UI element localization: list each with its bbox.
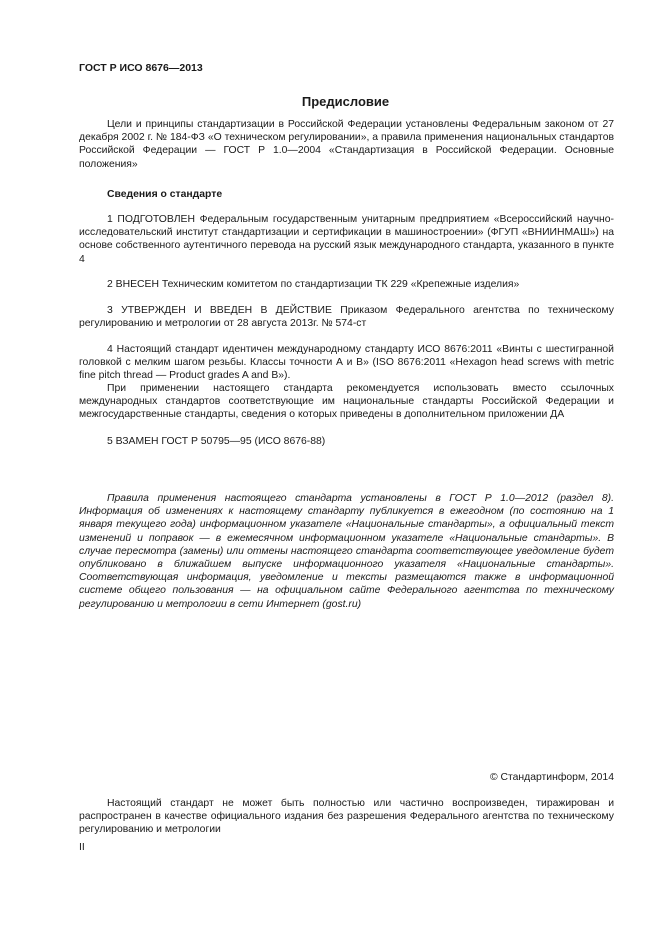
notice-paragraph <box>79 492 614 611</box>
notice-text: Правила применения настоящего стандарта установлены в ГОСТ Р 1.0—2012 (раздел 8). Информация об изменениях к настоящему стандарту публикуется в ежегодном (по состоянию на 1 января текущего года) информационном указателе «Национальные стандарты», а официальный текст изменений и поправок — в ежемесячном информационном указателе «Национальные стандарты». В случае пересмотра (замены) или отмены настоящего стандарта соответствующее уведомление будет опубликовано в ближайшем выпуске информационного указателя «Национальные стандарты». Соответствующая информация, уведомление и тексты размещаются также в информационной системе общего пользования — на официальном сайте Федерального агентства по техническому регулированию и метрологии в сети Интернет (gost.ru) <box>79 493 614 610</box>
item-5-text: 5 ВЗАМЕН ГОСТ Р 50795—95 (ИСО 8676-88) <box>107 436 326 447</box>
page-number: II <box>79 842 85 853</box>
item-1 <box>79 213 614 266</box>
item-3-text: 3 УТВЕРЖДЕН И ВВЕДЕН В ДЕЙСТВИЕ Приказом Федерального агентства по техническому регулированию и метрологии от 28 августа 2013г. № 574-ст <box>79 305 614 330</box>
item-4-note-text: При применении настоящего стандарта рекомендуется использовать вместо ссылочных международных стандартов соответствующие им национальные стандарты Российской Федерации и межгосударственные стандарты, сведения о которых приведены в дополнительном приложении ДА <box>79 383 614 421</box>
legal-notice <box>79 797 614 837</box>
item-4-text: 4 Настоящий стандарт идентичен международному стандарту ИСО 8676:2011 «Винты с шестигранной головкой с мелким шагом резьбы. Классы точности А и В» (ISO 8676:2011 «Hexagon head screws with metric fine pitch thread — Product grades A and B»). <box>79 344 614 382</box>
item-1-text: 1 ПОДГОТОВЛЕН Федеральным государственным унитарным предприятием «Всероссийский научно-исследовательский институт стандартизации и сертификации в машиностроении» (ФГУП «ВНИИНМАШ») на основе собственного аутентичного перевода на русский язык международного стандарта, указанного в пункте 4 <box>79 214 614 265</box>
item-4 <box>79 343 614 383</box>
page-title: Предисловие <box>301 94 390 109</box>
item-5 <box>79 435 614 448</box>
section-heading-text: Сведения о стандарте <box>107 189 223 200</box>
item-3 <box>79 304 614 330</box>
document-code: ГОСТ Р ИСО 8676—2013 <box>79 62 203 74</box>
item-4-note <box>79 382 614 422</box>
item-2 <box>79 278 614 291</box>
item-2-text: 2 ВНЕСЕН Техническим комитетом по стандартизации ТК 229 «Крепежные изделия» <box>107 279 520 290</box>
intro-text: Цели и принципы стандартизации в Российской Федерации установлены Федеральным законом от 27 декабря 2002 г. № 184-ФЗ «О техническом регулировании», а правила применения национальных стандартов Российской Федерации — ГОСТ Р 1.0—2004 «Стандартизация в Российской Федерации. Основные положения» <box>79 119 614 170</box>
copyright: © Стандартинформ, 2014 <box>489 772 614 783</box>
legal-text: Настоящий стандарт не может быть полностью или частично воспроизведен, тиражирован и распространен в качестве официального издания без разрешения Федерального агентства по техническому регулированию и метрологии <box>79 798 614 836</box>
intro-paragraph <box>79 118 614 171</box>
section-heading <box>79 188 614 201</box>
